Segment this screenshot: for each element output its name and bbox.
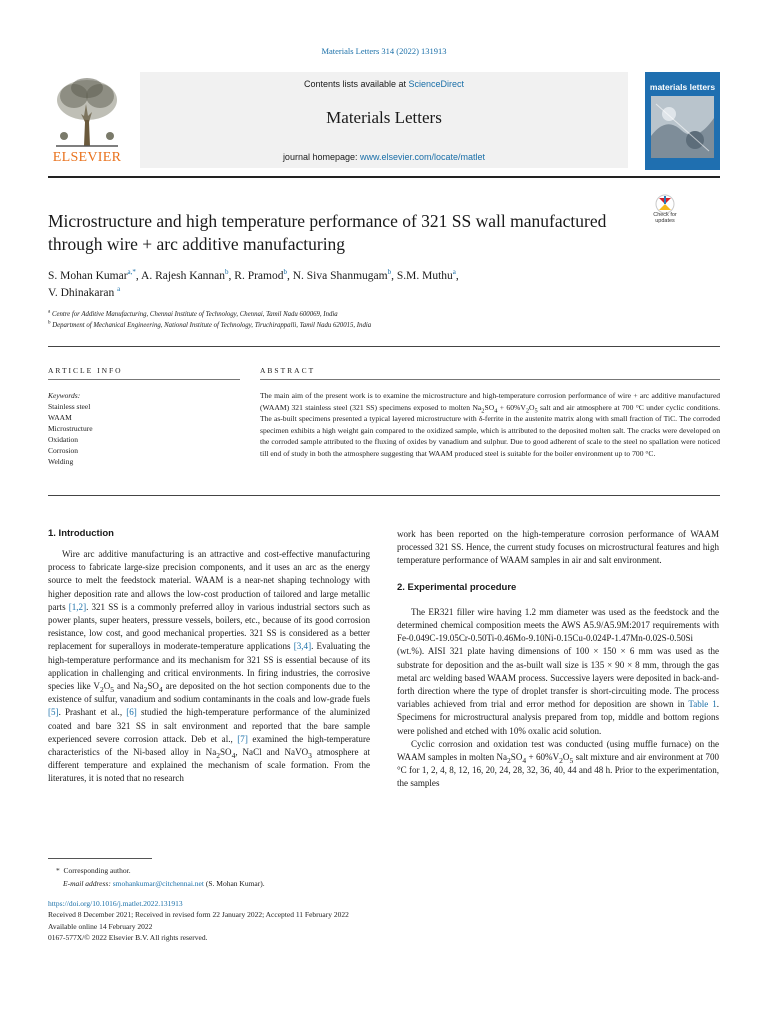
author-affiliation-mark[interactable]: a (117, 285, 121, 294)
experimental-heading: 2. Experimental procedure (397, 581, 517, 593)
journal-cover-image (645, 72, 720, 170)
homepage-prefix: journal homepage: (282, 152, 360, 162)
journal-citation-link[interactable]: Materials Letters 314 (2022) 131913 (321, 46, 447, 56)
author-affiliation-mark[interactable]: a,* (127, 268, 136, 277)
citation-link[interactable]: [3,4] (293, 641, 312, 652)
affiliation-b (48, 322, 688, 329)
citation-link[interactable]: [6] (126, 707, 137, 718)
table-1-link[interactable]: Table 1 (688, 699, 717, 710)
author[interactable]: S.M. Muthu (396, 270, 453, 282)
homepage-link[interactable]: www.elsevier.com/locate/matlet (360, 152, 486, 162)
citation-link[interactable]: [1,2] (68, 601, 87, 612)
copyright: 0167-577X/© 2022 Elsevier B.V. All rights reserved. (48, 933, 208, 943)
cover-micrograph (651, 96, 714, 158)
author[interactable]: A. Rajesh Kannan (141, 270, 226, 282)
author-affiliation-mark[interactable]: a (452, 268, 456, 277)
author-separator: , (455, 270, 459, 282)
crossmark-label-line1: Check for (653, 212, 677, 218)
experimental-paragraph-1: The ER321 filler wire having 1.2 mm diameter was used as the feedstock and the determined chemical composition meets the AWS A5.9/A5.9M:2017 requirements with Fe-0.049C-19.05Cr-0.50Ti-0.46Mo-9.10Ni-0.15Cu-0.024P-1.47Mn-0.02S-0.50Si (wt.%). AISI 321 plate having dimensions of 100 × 150 × 6 mm was used as the substrate for deposition and the as-built wall size is 135 × 90 × 8 mm, through the gas metal arc welding based WAAM process. Successive layers were deposited in back-and-forth direction where the type of droplet transfer is short-circuiting mode. The process variables achieved from trial and error method for deposition are shown in Table 1. Specimens for microstructural analysis prepared from top, middle and bottom regions were polished and etched with 10% oxalic acid solution. (397, 606, 719, 736)
journal-name: Materials Letters (326, 108, 442, 127)
keyword: Corrosion (48, 446, 78, 455)
doi-link[interactable]: https://doi.org/10.1016/j.matlet.2022.131913 (48, 899, 183, 908)
article-info-rule (48, 379, 240, 380)
section-rule (48, 346, 720, 347)
email-owner: (S. Mohan Kumar). (203, 879, 265, 888)
article-meta (48, 898, 608, 944)
email-label: E-mail address: (63, 879, 113, 888)
keywords-label: Keywords: (48, 391, 81, 400)
citation-link[interactable]: [7] (237, 733, 248, 744)
author[interactable]: R. Pramod (234, 270, 284, 282)
keyword: Microstructure (48, 424, 93, 433)
corresponding-author-note (56, 866, 556, 875)
keyword: Oxidation (48, 435, 78, 444)
experimental-paragraph-2: Cyclic corrosion and oxidation test was conducted (using muffle furnace) on the WAAM samples in molten $Na_2SO_4 + 60\%V_2O_5$ salt mixture and air environment at 700 °C for 1, 2, 4, 8, 12, 16, 20, 24, 28, 32, 36, 40, 44 and 48 h. Prior to the experimentation, the samples (397, 738, 719, 789)
sciencedirect-link[interactable]: ScienceDirect (408, 79, 465, 89)
author-list (48, 268, 688, 302)
cover-title: materials letters (649, 82, 716, 92)
authors-line-1 (48, 268, 688, 285)
available-online: Available online 14 February 2022 (48, 921, 153, 931)
keyword: WAAM (48, 413, 72, 422)
contents-prefix: Contents lists available at (303, 79, 409, 89)
citation-link[interactable]: [5] (48, 707, 59, 718)
introduction-heading: 1. Introduction (48, 528, 114, 539)
affiliation-mark: b (48, 320, 51, 326)
author-separator: , (135, 270, 142, 282)
abstract-bottom-rule (48, 495, 720, 496)
footnote-rule (48, 858, 152, 859)
email-line (63, 879, 563, 888)
authors-line-2 (48, 285, 688, 302)
header-rule (48, 176, 720, 178)
author[interactable]: V. Dhinakaran (48, 287, 115, 299)
contents-line (140, 79, 628, 89)
author-separator: , (286, 270, 293, 282)
introduction-body: Wire arc additive manufacturing is an attractive and cost-effective manufacturing process to fabricate large-size precision components, and it uses an arc as the energy source to melt the feedstock material. WAAM is a near-net shaping technology with higher deposition rate and allows the low-cost production of tailored and large metallic parts [1,2]. 321 SS is a commonly preferred alloy in various industrial sectors such as power plants, super heaters, pressure vessels, boilers, etc., because of its good corrosion resistance, low cost, and good mechanical properties. 321 SS is considered as a better replacement for superalloys in moderate-temperature applications [3,4]. Evaluating the high-temperature performance and its mechanism for 321 SS is essential because of its application in challenging and critical environments. In firing industries, the corrosive species like $V_2O_5$ and $Na_2SO_4$ are deposited on the hot section components due to the existence of sulfur, vanadium and sodium contaminants in the coals and low-grade fuels [5]. Prashant et al., [6] studied the high-temperature performance of the aluminized coated and bare 321 SS in salt environment and reported that the bare sample experienced severe corrosion attack. Deb et al., [7] examined the high-temperature characteristics of the Ni-based alloy in $Na_2SO_4$, NaCl and NaVO$_3$ atmosphere at different temperature and explained the mechanism of scale formation. From the literatures, it is noted that no research (48, 549, 371, 784)
author-affiliation-mark[interactable]: b (283, 268, 287, 277)
author[interactable]: N. Siva Shanmugam (292, 270, 388, 282)
introduction-continuation: work has been reported on the high-temperature corrosion performance of WAAM processed 321 SS. Hence, the current study focuses on microstructural features and high temperature performance of WAAM samples in air and salt environment. (397, 529, 719, 566)
author[interactable]: S. Mohan Kumar (48, 270, 128, 282)
author-separator: , (228, 270, 235, 282)
affiliation-text: Centre for Additive Manufacturing, Chennai Institute of Technology, Chennai, Tamil Nadu 600069, India (51, 311, 338, 318)
author-affiliation-mark[interactable]: b (225, 268, 229, 277)
author-separator: , (391, 270, 397, 282)
footnote-text: Corresponding author. (63, 866, 131, 875)
crossmark-label (640, 212, 690, 224)
homepage-line (140, 152, 628, 162)
affiliation-a (48, 311, 688, 318)
keyword: Stainless steel (48, 402, 91, 411)
keywords-list (48, 390, 238, 467)
keyword: Welding (48, 457, 74, 466)
abstract-heading: ABSTRACT (260, 366, 316, 375)
received-dates: Received 8 December 2021; Received in revised form 22 January 2022; Accepted 11 February 2022 (48, 910, 349, 920)
author-affiliation-mark[interactable]: b (387, 268, 392, 277)
affiliation-mark: a (48, 309, 51, 315)
crossmark-label-line2: updates (655, 218, 675, 224)
abstract-rule (260, 379, 720, 380)
abstract-text: The main aim of the present work is to examine the microstructure and high-temperature corrosion performance of wire + arc additive manufactured (WAAM) 321 stainless steel (321 SS) specimens exposed to molten $Na_2SO_4 + 60\%V_2O_5$ salt and air atmosphere at 700 °C under cyclic conditions. The as-built specimens presented a typical layered microstructure with δ-ferrite in the austenite matrix along with small fraction of TiC. The corroded specimen exhibits a high weight gain compared to the oxidized sample, which is attributed to the deposited molten salt. The cracks were developed on the corroded sample attributed to the fluxing of oxides by vanadium and sulphur. Due to good adherent of scale to the steel no spallation were noticed till end of study in both the atmosphere suggesting that WAAM produced steel is suitable for the boiler environment up to 700 °C. (260, 391, 720, 458)
right-column (397, 528, 719, 791)
affiliation-text: Department of Mechanical Engineering, National Institute of Technology, Tiruchirappalli, Tamil Nadu 620015, India (52, 322, 372, 329)
article-title: Microstructure and high temperature performance of 321 SS wall manufactured through wire + arc additive manufacturing (48, 211, 607, 254)
email-link[interactable]: smohankumar@citchennai.net (112, 879, 204, 888)
footnote-mark: * (56, 866, 60, 875)
article-info-heading: ARTICLE INFO (48, 366, 123, 375)
publisher-name: ELSEVIER (52, 150, 122, 165)
